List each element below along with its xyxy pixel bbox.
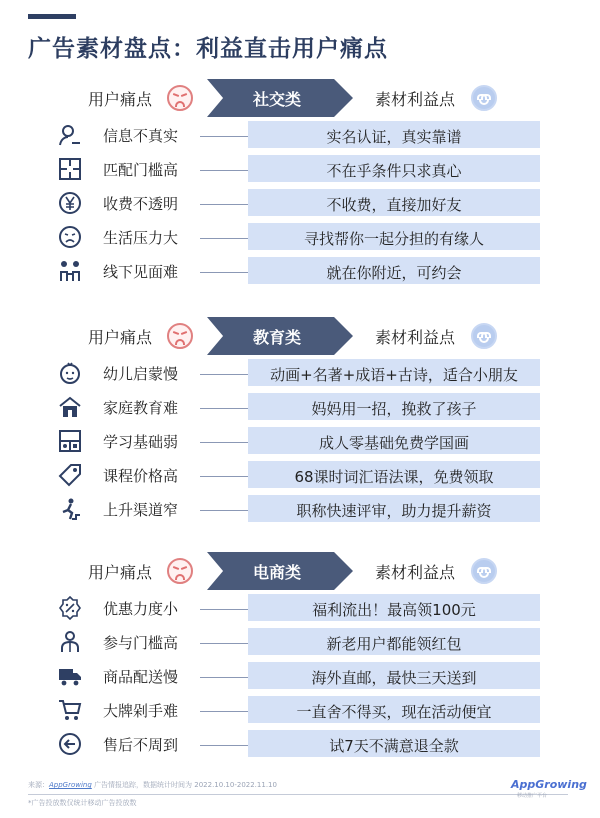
pain-point-text: 幼儿启蒙慢: [103, 365, 179, 383]
delivery-truck-icon: [58, 664, 82, 688]
list-item: [0, 186, 600, 220]
list-item: [0, 625, 600, 659]
section-education: [0, 316, 600, 526]
shopping-cart-icon: [58, 698, 82, 722]
pain-point-text: 售后不周到: [103, 736, 179, 754]
list-item: [0, 356, 600, 390]
section-ecommerce: [0, 551, 600, 761]
happy-face-icon: [471, 85, 497, 111]
connector-line: [200, 677, 250, 678]
pain-header-label: 用户痛点: [88, 328, 153, 347]
connector-line: [200, 442, 250, 443]
benefit-text: 就在你附近，可约会: [326, 264, 462, 282]
benefit-text: 68课时词汇语法课，免费领取: [294, 468, 494, 486]
pain-header-label: 用户痛点: [88, 90, 153, 109]
pain-point-text: 收费不透明: [103, 195, 179, 213]
list-item: [0, 220, 600, 254]
category-label: 社交类: [252, 90, 301, 109]
discount-badge-icon: [58, 596, 82, 620]
connector-line: [200, 170, 250, 171]
benefit-text: 职称快速评审，助力提升薪资: [296, 502, 492, 520]
connector-line: [200, 745, 250, 746]
benefit-text: 新老用户都能领红包: [326, 635, 462, 653]
pain-point-text: 参与门槛高: [103, 634, 179, 652]
pain-point-text: 生活压力大: [103, 229, 179, 247]
section-social: [0, 78, 600, 288]
benefit-text: 妈妈用一招，挽救了孩子: [311, 400, 477, 418]
page-title: 广告素材盘点：利益直击用户痛点: [28, 36, 388, 62]
happy-face-icon: [471, 558, 497, 584]
pain-point-text: 大牌剁手难: [103, 702, 179, 720]
source-note: [28, 780, 277, 790]
refund-icon: [58, 732, 82, 756]
appgrowing-logo: AppGrowing: [511, 778, 587, 791]
list-item: [0, 727, 600, 761]
connector-line: [200, 238, 250, 239]
list-item: [0, 693, 600, 727]
stressed-face-icon: [58, 225, 82, 249]
section-header: [0, 551, 600, 591]
pain-point-text: 上升渠道窄: [103, 501, 179, 519]
connector-line: [200, 374, 250, 375]
source-suffix: 广告情报追踪，数据统计时间为 2022.10.10-2022.11.10: [91, 781, 277, 789]
benefit-text: 寻找帮你一起分担的有缘人: [303, 230, 484, 248]
list-item: [0, 152, 600, 186]
pain-header-label: 用户痛点: [88, 563, 153, 582]
pain-point-text: 优惠力度小: [103, 600, 179, 618]
source-prefix: 来源：: [28, 781, 49, 789]
title-accent-bar: [28, 14, 76, 19]
list-item: [0, 118, 600, 152]
connector-line: [200, 408, 250, 409]
benefit-text: 试7天不满意退全款: [329, 737, 459, 755]
sad-face-icon: [167, 85, 193, 111]
pain-point-text: 家庭教育难: [103, 399, 179, 417]
abc-blocks-icon: [58, 429, 82, 453]
list-item: [0, 458, 600, 492]
pain-point-text: 课程价格高: [103, 467, 179, 485]
footer-divider: [28, 794, 568, 795]
connector-line: [200, 272, 250, 273]
category-label: 电商类: [252, 563, 301, 582]
source-brand-link[interactable]: AppGrowing: [49, 781, 92, 789]
connector-line: [200, 510, 250, 511]
benefit-text: 成人零基础免费学国画: [318, 434, 469, 452]
connector-line: [200, 476, 250, 477]
sad-face-icon: [167, 558, 193, 584]
list-item: [0, 591, 600, 625]
benefit-text: 海外直邮，最快三天送到: [311, 669, 477, 687]
connector-line: [200, 711, 250, 712]
pain-point-text: 匹配门槛高: [103, 161, 179, 179]
list-item: [0, 424, 600, 458]
list-item: [0, 254, 600, 288]
benefit-header-label: 素材利益点: [375, 90, 456, 109]
list-item: [0, 659, 600, 693]
connector-line: [200, 136, 250, 137]
meeting-people-icon: [58, 259, 82, 283]
benefit-text: 实名认证，真实靠谱: [326, 128, 462, 146]
puzzle-icon: [58, 157, 82, 181]
user-identity-icon: [58, 123, 82, 147]
section-header: [0, 78, 600, 118]
price-tag-icon: [58, 463, 82, 487]
benefit-text: 福利流出！最高领100元: [312, 601, 476, 619]
footnote: *广告投放数仅统计移动广告投放数: [28, 799, 137, 807]
section-header: [0, 316, 600, 356]
connector-line: [200, 609, 250, 610]
benefit-text: 不收费，直接加好友: [326, 196, 462, 214]
pain-point-text: 信息不真实: [103, 127, 179, 145]
connector-line: [200, 204, 250, 205]
pain-point-text: 线下见面难: [103, 263, 179, 281]
baby-face-icon: [58, 361, 82, 385]
connector-line: [200, 643, 250, 644]
benefit-text: 一直舍不得买，现在活动便宜: [296, 703, 492, 721]
yen-coin-icon: [58, 191, 82, 215]
pain-point-text: 商品配送慢: [103, 668, 179, 686]
benefit-header-label: 素材利益点: [375, 328, 456, 347]
happy-face-icon: [471, 323, 497, 349]
sad-face-icon: [167, 323, 193, 349]
logo-subtitle: 移动推广平台: [517, 793, 548, 799]
benefit-header-label: 素材利益点: [375, 563, 456, 582]
stairs-climb-icon: [58, 497, 82, 521]
list-item: [0, 390, 600, 424]
pain-point-text: 学习基础弱: [103, 433, 179, 451]
house-icon: [58, 395, 82, 419]
list-item: [0, 492, 600, 526]
benefit-text: 动画+名著+成语+古诗，适合小朋友: [270, 366, 518, 384]
category-label: 教育类: [252, 328, 301, 347]
benefit-text: 不在乎条件只求真心: [326, 162, 462, 180]
users-group-icon: [58, 630, 82, 654]
